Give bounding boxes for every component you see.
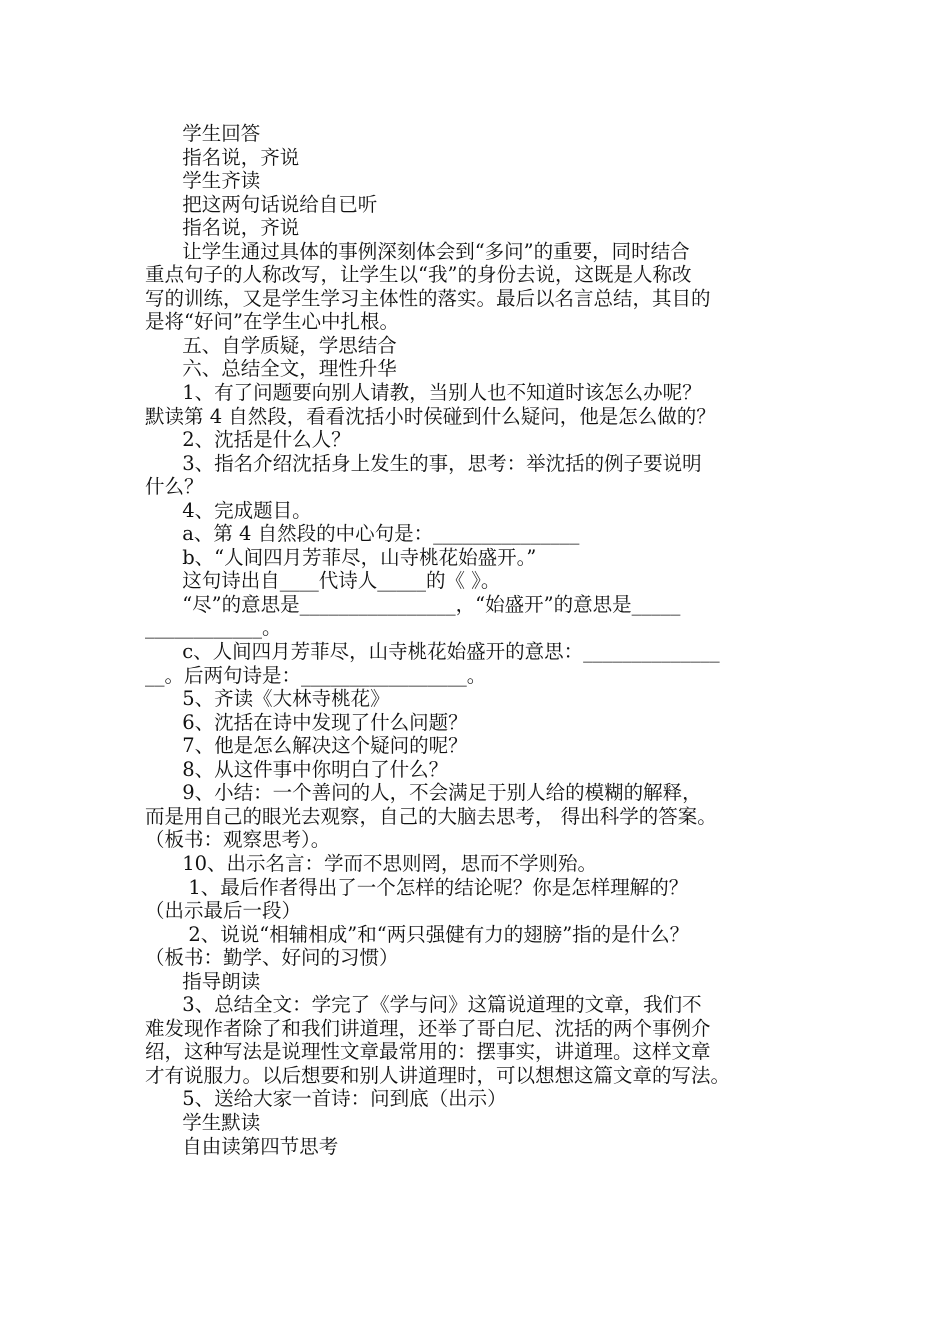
text-line: 重点句子的人称改写，让学生以“我”的身份去说，这既是人称改 bbox=[145, 263, 692, 287]
text-line: 学生齐读 bbox=[145, 169, 261, 193]
text-line: 指名说，齐说 bbox=[145, 216, 300, 240]
text-line: 这句诗出自____代诗人_____的《 》。 bbox=[145, 569, 501, 593]
text-line: “尽”的意思是________________，“始盛开”的意思是_____ bbox=[145, 592, 681, 616]
text-line: 写的训练，又是学生学习主体性的落实。最后以名言总结，其目的 bbox=[145, 286, 711, 310]
text-line: 难发现作者除了和我们讲道理，还举了哥白尼、沈括的两个事例介 bbox=[145, 1016, 711, 1040]
text-line: 指名说，齐说 bbox=[145, 145, 300, 169]
text-line: 5、送给大家一首诗：问到底（出示） bbox=[145, 1087, 507, 1111]
text-line: 5、齐读《大林寺桃花》 bbox=[145, 687, 390, 711]
text-line: （板书：勤学、好问的习惯） bbox=[145, 946, 399, 970]
text-line: 2、沈括是什么人？ bbox=[145, 428, 351, 452]
text-line: 五、自学质疑，学思结合 bbox=[145, 333, 397, 357]
text-line: 4、完成题目。 bbox=[145, 498, 312, 522]
text-line: 是将“好问”在学生心中扎根。 bbox=[145, 310, 399, 334]
text-line: 什么？ bbox=[145, 475, 204, 499]
text-line: b、“人间四月芳菲尽，山寺桃花始盛开。” bbox=[145, 545, 537, 569]
text-line: a、第 4 自然段的中心句是：_______________ bbox=[145, 522, 580, 546]
text-line: 默读第 4 自然段，看看沈括小时侯碰到什么疑问，他是怎么做的？ bbox=[145, 404, 716, 428]
text-line: 9、小结：一个善问的人，不会满足于别人给的模糊的解释， bbox=[145, 781, 702, 805]
body-text bbox=[145, 122, 809, 1158]
text-line: 6、沈括在诗中发现了什么问题？ bbox=[145, 710, 468, 734]
text-line: 学生回答 bbox=[145, 122, 261, 145]
text-line: 3、总结全文：学完了《学与问》这篇说道理的文章，我们不 bbox=[145, 993, 702, 1017]
text-line: c、人间四月芳菲尽，山寺桃花始盛开的意思：______________ bbox=[145, 640, 720, 664]
text-line: 才有说服力。以后想要和别人讲道理时，可以想想这篇文章的写法。 bbox=[145, 1063, 731, 1087]
text-line: 2、说说“相辅相成”和“两只强健有力的翅膀”指的是什么？ bbox=[145, 922, 690, 946]
text-line: 1、最后作者得出了一个怎样的结论呢？你是怎样理解的？ bbox=[145, 875, 689, 899]
text-line: __。后两句诗是：_________________。 bbox=[145, 663, 487, 687]
text-line: ____________。 bbox=[145, 616, 282, 640]
text-line: （出示最后一段） bbox=[145, 899, 302, 923]
text-line: 7、他是怎么解决这个疑问的呢？ bbox=[145, 734, 468, 758]
text-line: （板书：观察思考）。 bbox=[145, 828, 331, 852]
text-line: 学生默读 bbox=[145, 1110, 261, 1134]
text-line: 而是用自己的眼光去观察，自己的大脑去思考， 得出科学的答案。 bbox=[145, 804, 717, 828]
text-line: 1、有了问题要向别人请教，当别人也不知道时该怎么办呢？ bbox=[145, 381, 702, 405]
text-line: 指导朗读 bbox=[145, 969, 261, 993]
text-line: 自由读第四节思考 bbox=[145, 1134, 339, 1158]
text-line: 让学生通过具体的事例深刻体会到“多问”的重要，同时结合 bbox=[145, 239, 690, 263]
text-line: 3、指名介绍沈括身上发生的事，思考：举沈括的例子要说明 bbox=[145, 451, 702, 475]
text-line: 10、出示名言：学而不思则罔，思而不学则殆。 bbox=[145, 851, 598, 875]
text-line: 把这两句话说给自已听 bbox=[145, 192, 378, 216]
text-line: 8、从这件事中你明白了什么？ bbox=[145, 757, 449, 781]
text-line: 六、总结全文，理性升华 bbox=[145, 357, 397, 381]
text-line: 绍，这种写法是说理性文章最常用的：摆事实，讲道理。这样文章 bbox=[145, 1040, 711, 1064]
